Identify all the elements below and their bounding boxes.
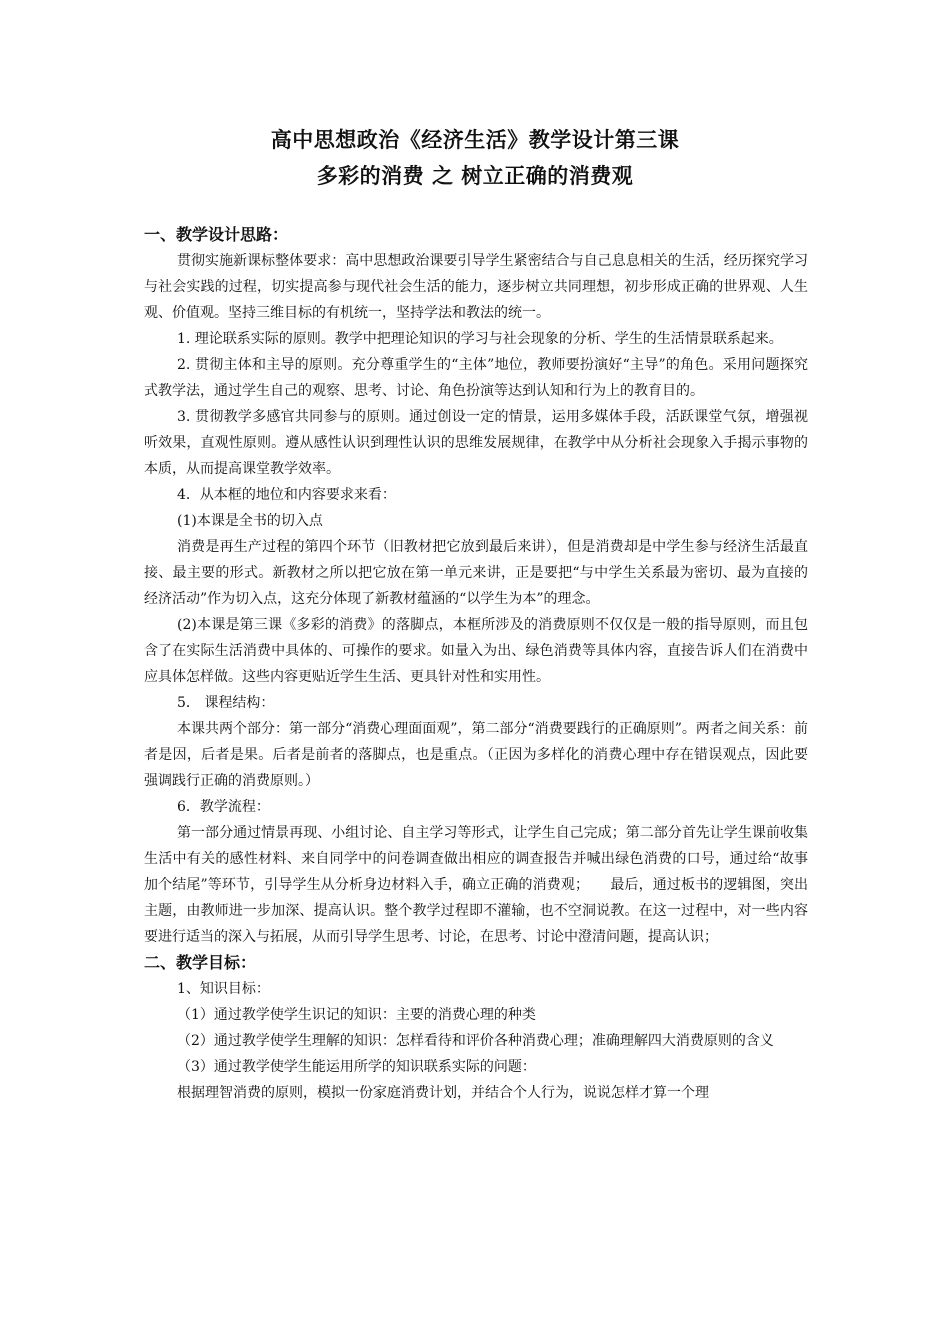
paragraph-knowledge-3-body: 根据理智消费的原则，模拟一份家庭消费计划，并结合个人行为，说说怎样才算一个理 xyxy=(177,1085,709,1101)
paragraph-item-6-body: 第一部分通过情景再现、小组讨论、自主学习等形式，让学生自己完成；第二部分首先让学生课前收集生活中有关的感性材料、来自同学中的问卷调查做出相应的调查报告并喊出绿色消费的口号，通过给“故事加个结尾”等环节，引导学生从分析身边材料入手，确立正确的消费观； 最后，通过板书的逻辑图，突出主题，由教师进一步加深、提高认识。整个教学过程即不灌输，也不空洞说教。在这一过程中，对一些内容要进行适当的深入与拓展，从而引导学生思考、讨论，在思考、讨论中澄清问题，提高认识； xyxy=(144,825,808,945)
paragraph-item-6: 6．教学流程： xyxy=(177,799,270,815)
paragraph-knowledge-1: （1）通过教学使学生识记的知识：主要的消费心理的种类 xyxy=(177,1007,536,1023)
paragraph-intro: 贯彻实施新课标整体要求：高中思想政治课要引导学生紧密结合与自己息息相关的生活，经历探究学习与社会实践的过程，切实提高参与现代社会生活的能力，逐步树立共同理想，初步形成正确的世界观、人生观、价值观。坚持三维目标的有机统一，坚持学法和教法的统一。 xyxy=(144,253,808,321)
paragraph-knowledge-goal: 1、知识目标： xyxy=(177,981,270,997)
document-body xyxy=(144,222,808,1106)
section-heading-objectives: 二、教学目标： xyxy=(144,953,257,972)
section-heading-design-ideas: 一、教学设计思路： xyxy=(144,225,289,244)
document-subtitle: 多彩的消费 之 树立正确的消费观 xyxy=(316,164,634,188)
document-title: 高中思想政治《经济生活》教学设计第三课 xyxy=(270,128,680,152)
paragraph-principle-3: 3. 贯彻教学多感官共同参与的原则。通过创设一定的情景，运用多媒体手段，活跃课堂气氛，增强视听效果，直观性原则。遵从感性认识到理性认识的思维发展规律，在教学中从分析社会现象入手揭示事物的本质，从而提高课堂教学效率。 xyxy=(144,409,808,477)
paragraph-principle-1: 1. 理论联系实际的原则。教学中把理论知识的学习与社会现象的分析、学生的生活情景联系起来。 xyxy=(177,331,783,347)
paragraph-item-4-1-title: (1)本课是全书的切入点 xyxy=(177,513,323,529)
paragraph-item-5-body: 本课共两个部分：第一部分“消费心理面面观”，第二部分“消费要践行的正确原则”。两者之间关系：前者是因，后者是果。后者是前者的落脚点，也是重点。（正因为多样化的消费心理中存在错误观点，因此要强调践行正确的消费原则。） xyxy=(144,721,808,789)
paragraph-knowledge-3: （3）通过教学使学生能运用所学的知识联系实际的问题： xyxy=(177,1059,536,1075)
paragraph-item-4: 4．从本框的地位和内容要求来看： xyxy=(177,487,396,503)
paragraph-principle-2: 2. 贯彻主体和主导的原则。充分尊重学生的“主体”地位，教师要扮演好“主导”的角色。采用问题探究式教学法，通过学生自己的观察、思考、讨论、角色扮演等达到认知和行为上的教育目的。 xyxy=(144,357,808,399)
paragraph-knowledge-2: （2）通过教学使学生理解的知识：怎样看待和评价各种消费心理；准确理解四大消费原则的含义 xyxy=(177,1033,774,1049)
paragraph-item-4-2: (2)本课是第三课《多彩的消费》的落脚点，本框所涉及的消费原则不仅仅是一般的指导原则，而且包含了在实际生活消费中具体的、可操作的要求。如量入为出、绿色消费等具体内容，直接告诉人们在消费中应具体怎样做。这些内容更贴近学生生活、更具针对性和实用性。 xyxy=(144,617,808,685)
paragraph-item-5: 5． 课程结构： xyxy=(177,695,275,711)
paragraph-item-4-1-body: 消费是再生产过程的第四个环节（旧教材把它放到最后来讲），但是消费却是中学生参与经济生活最直接、最主要的形式。新教材之所以把它放在第一单元来讲，正是要把“与中学生关系最为密切、最为直接的经济活动”作为切入点，这充分体现了新教材蕴涵的“以学生为本”的理念。 xyxy=(144,539,808,607)
